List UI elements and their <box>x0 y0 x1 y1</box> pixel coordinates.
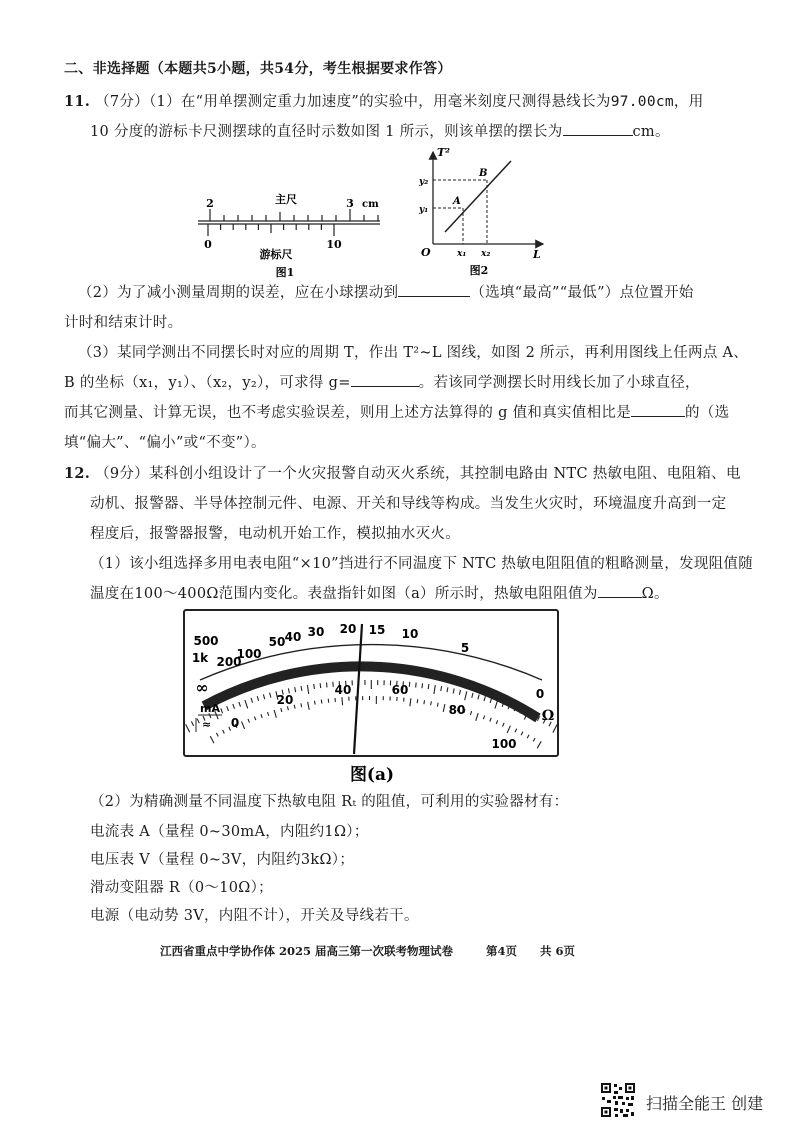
vernier-scale-10: 10 <box>326 238 342 251</box>
ohm-label-5: 5 <box>460 641 470 655</box>
main-scale-label: 主尺 <box>275 193 297 206</box>
ohm-scale-tick <box>320 683 321 688</box>
answer-blank-pendulum-length[interactable] <box>563 121 633 136</box>
q12-p1-line1: （1）该小组选择多用电表电阻“×10”挡进行不同温度下 NTC 热敏电阻阻值的粗略测量，发现阻值随 <box>90 556 754 572</box>
main-scale-unit: cm <box>362 199 379 210</box>
y-axis-label: T² <box>437 146 451 159</box>
main-scale-3: 3 <box>346 197 354 210</box>
q11-string-length: 97.00cm <box>610 94 674 110</box>
ma-scale-tick <box>342 697 343 705</box>
ohm-scale-tick <box>333 682 334 687</box>
ma-label-0: 0 <box>230 716 240 730</box>
ma-scale-tick <box>424 700 425 704</box>
q12-p1-text-b: Ω。 <box>641 586 669 602</box>
answer-blank-g-expression[interactable] <box>351 372 419 387</box>
ohm-label-20: 20 <box>339 622 357 636</box>
q11-p2-line2: 计时和结束计时。 <box>64 315 183 331</box>
q12-intro-line3: 程度后，报警器报警，电动机开始工作，模拟抽水灭火。 <box>90 526 460 542</box>
q11-number: 11. <box>64 93 91 110</box>
vernier-scale-0: 0 <box>204 238 212 251</box>
q11-p3-line4: 填“偏大”、“偏小”或“不变”）。 <box>64 435 266 451</box>
ohm-label-30: 30 <box>307 625 325 639</box>
figure2-caption: 图2 <box>469 264 489 277</box>
figure-a-multimeter-dial <box>182 608 562 786</box>
ohm-label-15: 15 <box>368 623 386 637</box>
footer-total-pages: 共 6页 <box>540 944 576 958</box>
infinity-symbol: ∞ <box>195 678 209 697</box>
q11-part3-line3 <box>64 401 729 422</box>
x-axis-label: L <box>533 248 541 261</box>
ohm-label-50: 50 <box>268 635 286 649</box>
ohm-unit-symbol: Ω <box>541 708 555 724</box>
q11-part1-line2 <box>90 120 670 141</box>
figure1-caption: 图1 <box>275 266 295 279</box>
footer-page-number: 第4页 <box>486 944 518 958</box>
q11-p3-line1: （3）某同学测出不同摆长时对应的周期 T，作出 T²~L 图线，如图 2 所示，再利用图线上任两点 A、 <box>78 345 749 361</box>
point-a-label: A <box>453 196 461 207</box>
q11-p1-unit: cm。 <box>632 124 670 140</box>
ma-scale-tick <box>328 699 329 703</box>
answer-blank-resistance[interactable] <box>598 583 642 598</box>
q11-p3-line3-text-b: 的（选 <box>685 405 730 421</box>
figure2-t2-l-graph <box>415 146 550 278</box>
footer-exam-title: 江西省重点中学协作体 2025 届高三第一次联考物理试卷 <box>160 944 454 958</box>
ohm-label-0: 0 <box>535 687 545 701</box>
equipment-voltmeter: 电压表 V（量程 0~3V，内阻约3kΩ）； <box>90 852 355 868</box>
ma-label-80: 80 <box>448 703 466 717</box>
answer-blank-g-comparison[interactable] <box>631 402 685 417</box>
ma-scale-tick <box>431 701 432 705</box>
q11-p2-text-a: （2）为了减小测量周期的误差，应在小球摆动到 <box>78 285 399 301</box>
q11-p1-line2-text: 10 分度的游标卡尺测摆球的直径时示数如图 1 所示，则该单摆的摆长为 <box>90 124 563 140</box>
ma-label-40: 40 <box>334 683 352 697</box>
section-title: 二、非选择题（本题共5小题，共54分，考生根据要求作答） <box>64 61 452 77</box>
main-scale-2: 2 <box>206 197 214 210</box>
figure1-vernier-caliper <box>190 190 390 280</box>
ma-label-100: 100 <box>491 737 517 751</box>
ohm-scale-tick <box>422 683 423 688</box>
ac-symbol: ≈ <box>202 718 212 731</box>
ohm-scale-tick <box>327 682 328 687</box>
x2-label: x₂ <box>481 249 491 259</box>
ma-scale-tick <box>417 699 418 703</box>
ma-label: mA <box>200 702 220 715</box>
q11-p1-text-b: ，用 <box>673 94 704 110</box>
equipment-rheostat: 滑动变阻器 R（0～10Ω）； <box>90 880 273 896</box>
ma-scale-tick <box>321 700 322 704</box>
ohm-label-500: 500 <box>193 634 219 648</box>
q11-p3-text-a: B 的坐标（x₁，y₁）、（x₂，y₂），可求得 g= <box>64 375 351 391</box>
answer-blank-timing-position[interactable] <box>398 282 470 297</box>
q12-p2-line1: （2）为精确测量不同温度下热敏电阻 Rₜ 的阻值，可利用的实验器材有： <box>90 794 569 810</box>
q12-points: （9分） <box>95 466 149 482</box>
q12-part1-line2 <box>90 582 669 603</box>
ohm-label-1k: 1k <box>191 651 209 665</box>
ma-label-20: 20 <box>276 693 294 707</box>
x1-label: x₁ <box>457 249 467 259</box>
q12-p1-text-a: 温度在100～400Ω范围内变化。表盘指针如图（a）所示时，热敏电阻阻值为 <box>90 586 598 602</box>
q11-p3-text-b: 。若该同学测摆长时用线长加了小球直径， <box>418 375 700 391</box>
equipment-power-supply: 电源（电动势 3V，内阻不计），开关及导线若干。 <box>90 908 419 924</box>
ohm-scale-tick <box>409 682 410 687</box>
ohm-label-100: 100 <box>236 647 262 661</box>
origin-label: O <box>421 246 431 259</box>
q11-p3-line3-text-a: 而其它测量、计算无误，也不考虑实验误差，则用上述方法算得的 g 值和真实值相比是 <box>64 405 631 421</box>
ma-scale-tick <box>437 703 438 707</box>
ohm-label-10: 10 <box>401 627 419 641</box>
ohm-scale-tick <box>314 684 315 689</box>
q12-intro-text1: 某科创小组设计了一个火灾报警自动灭火系统，其控制电路由 NTC 热敏电阻、电阻箱、电 <box>149 466 741 482</box>
vernier-scale-label: 游标尺 <box>259 248 293 261</box>
q12-intro-line1 <box>64 462 741 483</box>
figure-a-caption: 图(a) <box>349 765 395 785</box>
qr-code-icon <box>600 1082 636 1118</box>
ma-label-60: 60 <box>391 683 409 697</box>
q12-number: 12. <box>64 465 91 482</box>
y2-label: y₂ <box>419 177 429 187</box>
q11-part2-line1 <box>78 281 694 302</box>
point-b-label: B <box>479 168 488 179</box>
y1-label: y₁ <box>419 205 429 215</box>
q11-points: （7分） <box>95 94 149 110</box>
q11-p2-text-b: （选填“最高”“最低”）点位置开始 <box>470 285 694 301</box>
scanner-watermark-text: 扫描全能王 创建 <box>646 1094 764 1113</box>
q11-part1-line1 <box>64 90 704 111</box>
ohm-scale-tick <box>416 683 417 688</box>
q11-part3-line2 <box>64 371 700 392</box>
ma-scale-tick <box>315 701 316 705</box>
q12-intro-line2: 动机、报警器、半导体控制元件、电源、开关和导线等构成。当发生火灾时，环境温度升高到一定 <box>90 496 727 512</box>
ohm-label-40: 40 <box>284 630 302 644</box>
ohm-label-200: 200 <box>216 655 242 669</box>
q11-p1-text-a: （1）在“用单摆测定重力加速度”的实验中，用毫米刻度尺测得悬线长为 <box>149 94 611 110</box>
equipment-ammeter: 电流表 A（量程 0~30mA，内阻约1Ω）； <box>90 824 369 840</box>
ohm-scale-tick <box>428 684 429 689</box>
ma-scale-tick <box>301 703 302 707</box>
